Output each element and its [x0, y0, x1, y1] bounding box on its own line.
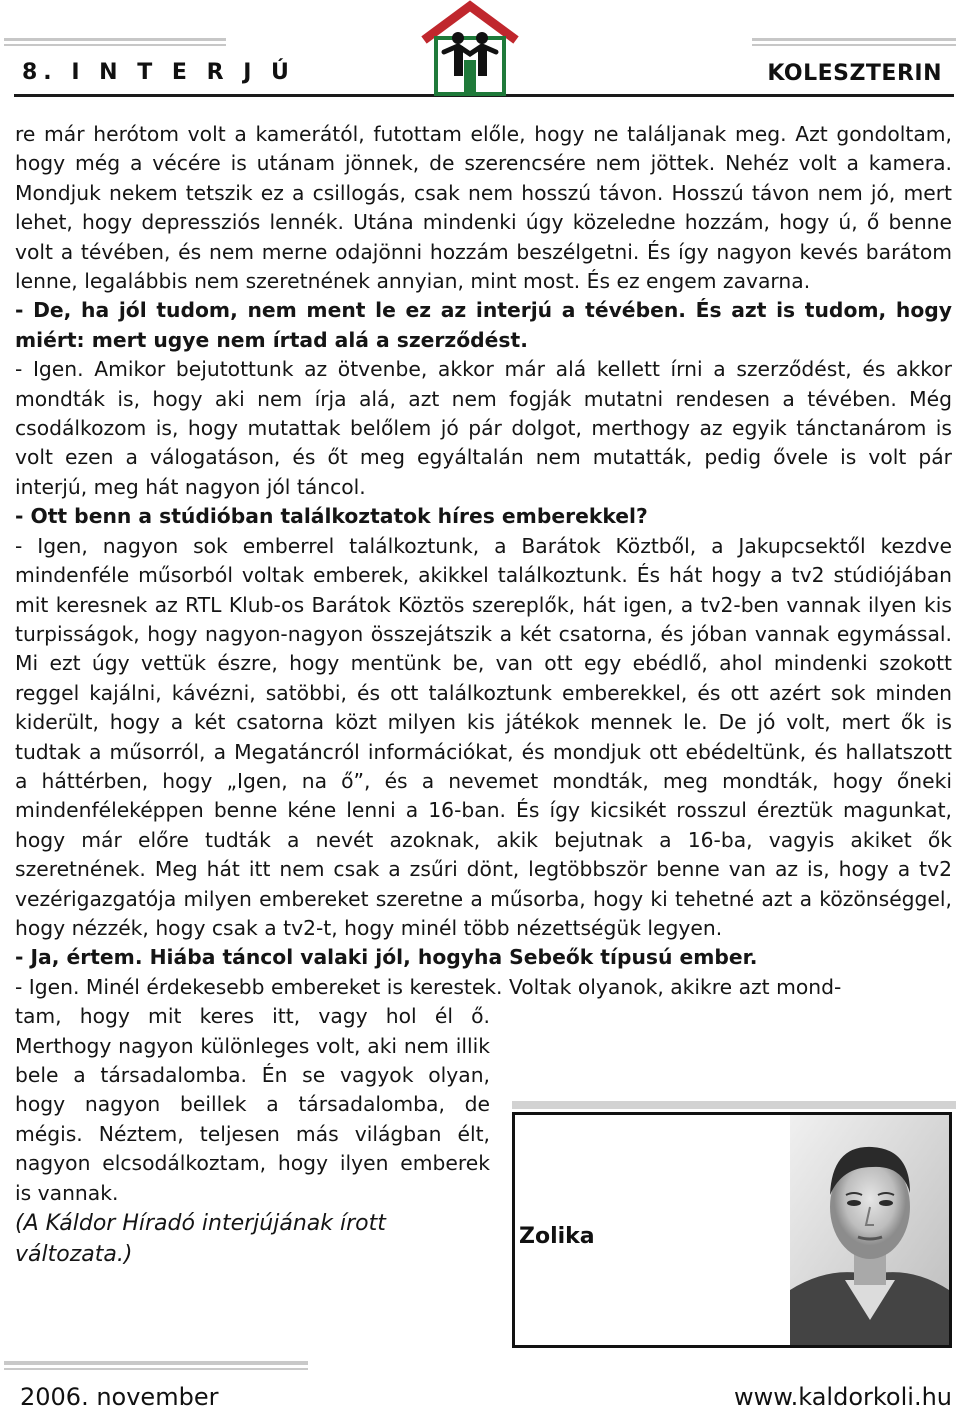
magazine-title: KOLESZTERIN: [767, 61, 942, 86]
source-note: (A Káldor Híradó interjújának írott változata.): [15, 1211, 386, 1268]
header-shadow-left: [4, 38, 226, 41]
paragraph-narrow: tam, hogy mit keres itt, vagy hol él ő. Merthogy nagyon különleges volt, aki nem illik bele a társadalomba. Én se vagyok olyan, hogy nagyon beillek a társadalomba, de mégis. Néztem, teljesen más világban élt, nagyon elcsodálkoztam, hogy ilyen emberek is vannak.: [15, 1004, 490, 1205]
interviewer-question: - De, ha jól tudom, nem ment le ez az interjú a tévében. És azt is tudom, hogy miért: mert ugye nem írtad alá a szerződést.: [15, 298, 952, 352]
interviewer-question: - Ja, értem. Hiába táncol valaki jól, hogyha Sebeők típusú ember.: [15, 945, 758, 970]
header-shadow-right: [752, 38, 956, 41]
interviewer-question: - Ott benn a stúdióban találkoztatok híres emberekkel?: [15, 504, 648, 529]
article-paragraph: [15, 973, 952, 1002]
portrait-photo: [790, 1115, 949, 1345]
footer-url[interactable]: www.kaldorkoli.hu: [733, 1383, 952, 1411]
article-paragraph: [15, 502, 952, 531]
interview-answer: - Igen, nagyon sok emberrel találkoztunk, a Barátok Köztből, a Jakupcsektől kezdve mindenféle műsorból voltak emberek, akikkel találkoztunk. És hát hogy a tv2 stúdiójában mit keresnek az RTL Klub-os Barátok Köztös szereplők, hát igen, a tv2-ben vannak ilyen kis turpisságok, hogy nagyon-nagyon összejátszik a két csatorna, és jóban vannak egymással. Mi ezt úgy vettük észre, hogy mentünk be, van ott egy ebédlő, ahol mindenki szokott reggel kajálni, kávézni, satöbbi, és ott találkoztunk emberekkel, és ott azért sok minden kiderült, hogy a két csatorna közt milyen kis játékok mennek le. De jó volt, mert ők is tudtak a műsorról, a Megatáncról információkat, és mondjuk ott ebédeltünk, és hallatszott a háttérben, hogy „Igen, na ő”, és a nevemet mondták, meg mondták, hogy őneki mindenféleképpen benne kéne lenni a 16-ban. És így kicsikét rosszul éreztük magunkat, hogy már előre tudták a nevét azoknak, akik bejutnak a 16-ba, vagyis akiket ők szeretnének. Meg hát itt nem csak a zsűri dönt, legtöbbször benne van az is, hogy a tv2 vezérigazgatója milyen embereket szeretne a műsorba, hogy ki tehetné azt a közönséggel, hogy nézzék, hogy csak a tv2-t, hogy minél több nézettségük legyen.: [15, 533, 952, 940]
header-shadow-right-2: [752, 44, 956, 46]
dormitory-logo: [418, 0, 522, 96]
article-paragraph: [15, 532, 952, 944]
article-paragraph: [15, 355, 952, 502]
article-paragraphs: [15, 120, 952, 1002]
section-title: 8. I N T E R J Ú: [22, 60, 295, 85]
article-paragraph: [15, 120, 952, 296]
header-shadow-left-2: [4, 44, 226, 46]
article-paragraph: [15, 296, 952, 355]
footer-date: 2006. november: [20, 1383, 219, 1411]
photo-shadow: [512, 1101, 956, 1109]
footer-shadow-left: [4, 1361, 308, 1365]
interview-answer: re már herótom volt a kamerától, futottam előle, hogy ne találjanak meg. Azt gondoltam, hogy még a vécére is utánam jönnek, de szerencsére nem jöttek. Nehéz volt a kamera. Mondjuk nekem tetszik ez a csillogás, csak nem hosszú távon. Hosszú távon nem jó, mert lehet, hogy depressziós lennék. Utána mindenki úgy közeledne hozzám, hogy ú, ő benne volt a tévében, és nem merne odajönni hozzám beszélgetni. És így nagyon kevés barátom lenne, legalábbis nem szeretnének annyian, mint most. És ez engem zavarna.: [15, 122, 952, 294]
interview-answer: - Igen. Amikor bejutottunk az ötvenbe, akkor már alá kellett írni a szerződést, és akkor mondták is, hogy aki nem írja alá, azt nem fogják mutatni rendesen a tévében. Még csodálkozom is, hogy mutattak belőlem jó pár dolgot, merthogy az egyik tánctanárom is volt ezen a válogatáson, és őt meg egyáltalán nem mutatták, pedig ővele is volt pár interjú, meg hát nagyon jól táncol.: [15, 357, 952, 499]
interview-answer: - Igen. Minél érdekesebb embereket is kerestek. Voltak olyanok, akikre azt mond-: [15, 974, 842, 999]
article-paragraph: [15, 943, 952, 972]
photo-caption: Zolika: [519, 1224, 595, 1249]
footer-shadow-left-2: [4, 1368, 308, 1370]
article-body: [15, 120, 952, 1270]
